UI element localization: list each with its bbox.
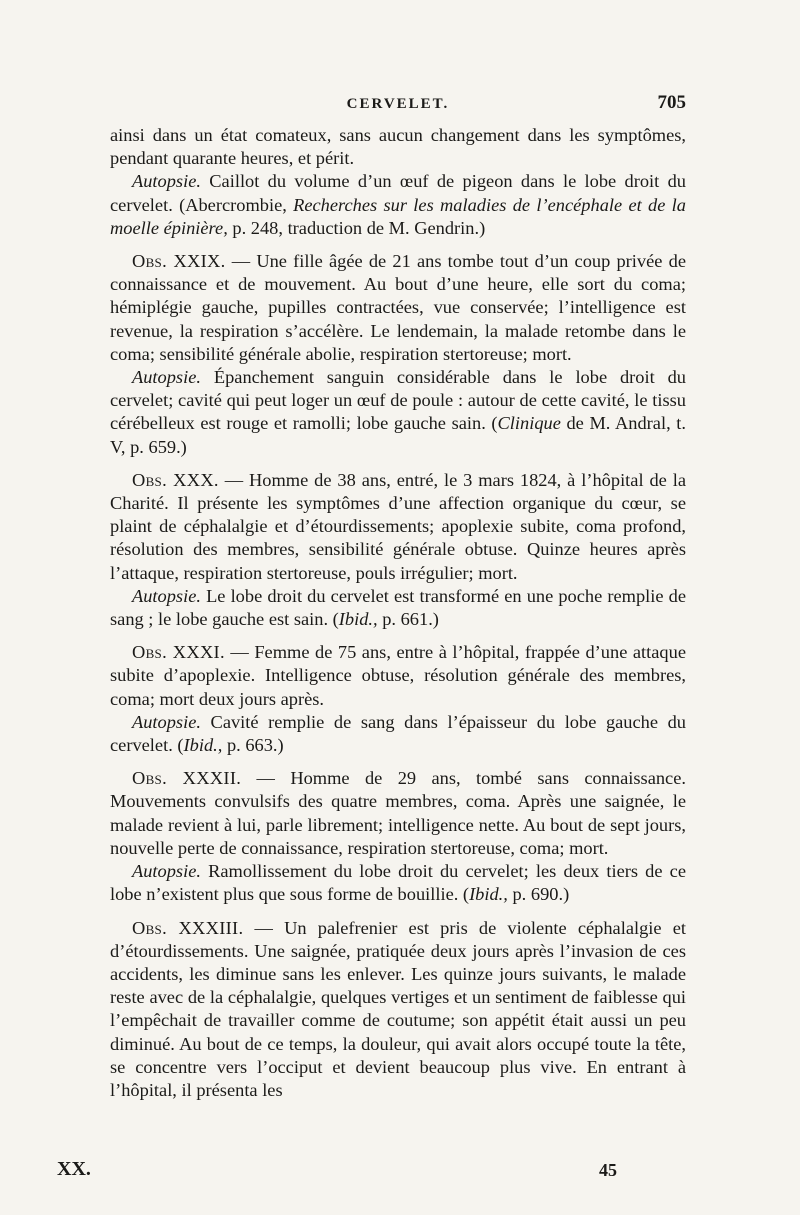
italic-text: Autopsie. [132, 171, 201, 192]
observation-paragraph [110, 641, 686, 711]
observation-paragraph [110, 469, 686, 585]
observation-paragraph [110, 917, 686, 1103]
text-body [110, 124, 686, 1102]
italic-text: Ibid., [183, 735, 223, 756]
paragraph [110, 124, 686, 170]
observation-paragraph [110, 767, 686, 860]
sheet-number: 45 [599, 1160, 617, 1180]
page-footer [57, 1158, 617, 1188]
text-run: Ramollissement du lobe droit du cervelet; les deux tiers de ce lobe n’existent plus que sous forme de bouillie. ( [110, 861, 686, 905]
italic-text: Autopsie. [132, 711, 201, 732]
running-header [110, 92, 686, 118]
autopsy-paragraph [110, 711, 686, 757]
text-run: p. 661.) [377, 609, 439, 630]
italic-text: Autopsie. [132, 367, 201, 388]
page [110, 92, 686, 1102]
text-run: — Femme de 75 ans, entre à l’hôpital, frappée d’une attaque subite d’apoplexie. Intelligence obtuse, résolution générale des membres, coma; mort deux jours après. [110, 642, 686, 709]
page-number: 705 [657, 92, 686, 113]
text-run: p. 690.) [507, 884, 570, 905]
text-run: Caillot du volume d’un œuf de pigeon dans le lobe droit du cervelet. (Abercrombie, [110, 171, 686, 215]
text-run: — Homme de 38 ans, entré, le 3 mars 1824, à l’hôpital de la Charité. Il présente les symptômes d’une affection organique du cœur, se plaint de céphalalgie et d’étourdissements; apoplexie subite, coma profond, résolution des membres, sensibilité générale obtuse. Quinze heures après l’attaque, respiration stertoreuse, pouls irrégulier; mort. [110, 469, 686, 583]
signature-mark: XX. [57, 1158, 91, 1180]
observation-label: Obs. XXXI. [132, 642, 225, 663]
text-run: — Une fille âgée de 21 ans tombe tout d’un coup privée de connaissance et de mouvement. Au bout d’une heure, elle sort du coma; hémiplégie gauche, pupilles contractées, vue conservée; l’intelligence est revenue, la respiration s’accélère. Le lendemain, la malade retombe dans le coma; sensibilité générale abolie, respiration stertoreuse; mort. [110, 251, 686, 364]
text-run: — Homme de 29 ans, tombé sans connaissance. Mouvements convulsifs des quatre membres, coma. Après une saignée, le malade revient à lui, parle librement; intelligence nette. Au bout de sept jours, nouvelle perte de connaissance, respiration stertoreuse, coma; mort. [110, 768, 686, 858]
running-title: CERVELET. [346, 96, 450, 112]
autopsy-paragraph [110, 585, 686, 631]
text-run: — Un palefrenier est pris de violente céphalalgie et d’étourdissements. Une saignée, pratiquée deux jours après l’invasion de ces accidents, les diminue sans les enlever. Les quinze jours suivants, le malade reste avec de la céphalalgie, quelques vertiges et un sentiment de faiblesse qui l’empêchait de travailler comme de coutume; son appétit était aussi un peu diminué. Au bout de ce temps, la douleur, qui avait alors occupé toute la tête, se concentre vers l’occiput et devient beaucoup plus vive. En entrant à l’hôpital, il présenta les [110, 917, 686, 1100]
text-run: p. 248, traduction de M. Gendrin.) [227, 217, 486, 238]
autopsy-paragraph [110, 860, 686, 906]
text-run: de M. Andral, t. V, p. 659.) [110, 413, 686, 457]
italic-text: Ibid., [338, 609, 378, 630]
italic-text: Clinique [497, 413, 561, 434]
text-run: Cavité remplie de sang dans l’épaisseur du lobe gauche du cervelet. ( [110, 711, 686, 756]
observation-paragraph [110, 250, 686, 366]
autopsy-paragraph [110, 366, 686, 459]
italic-text: Autopsie. [132, 861, 201, 882]
italic-text: Autopsie. [132, 585, 201, 606]
text-run: Le lobe droit du cervelet est transformé en une poche remplie de sang ; le lobe gauche est sain. ( [110, 585, 686, 630]
observation-label: Obs. XXXIII. [132, 917, 244, 938]
italic-text: Recherches sur les maladies de l’encéphale et de la moelle épinière, [110, 194, 686, 238]
text-run: p. 663.) [222, 735, 284, 756]
text-run: Épanchement sanguin considérable dans le lobe droit du cervelet; cavité qui peut loger un œuf de poule : autour de cette cavité, le tissu cérébelleux est rouge et ramolli; lobe gauche sain. ( [110, 367, 686, 434]
observation-label: Obs. XXIX. [132, 251, 226, 272]
paragraph [110, 170, 686, 240]
italic-text: Ibid., [469, 884, 508, 905]
observation-label: Obs. XXX. [132, 469, 219, 490]
observation-label: Obs. XXXII. [132, 768, 242, 789]
text-run: ainsi dans un état comateux, sans aucun changement dans les symptômes, pendant quarante heures, et périt. [110, 125, 686, 169]
